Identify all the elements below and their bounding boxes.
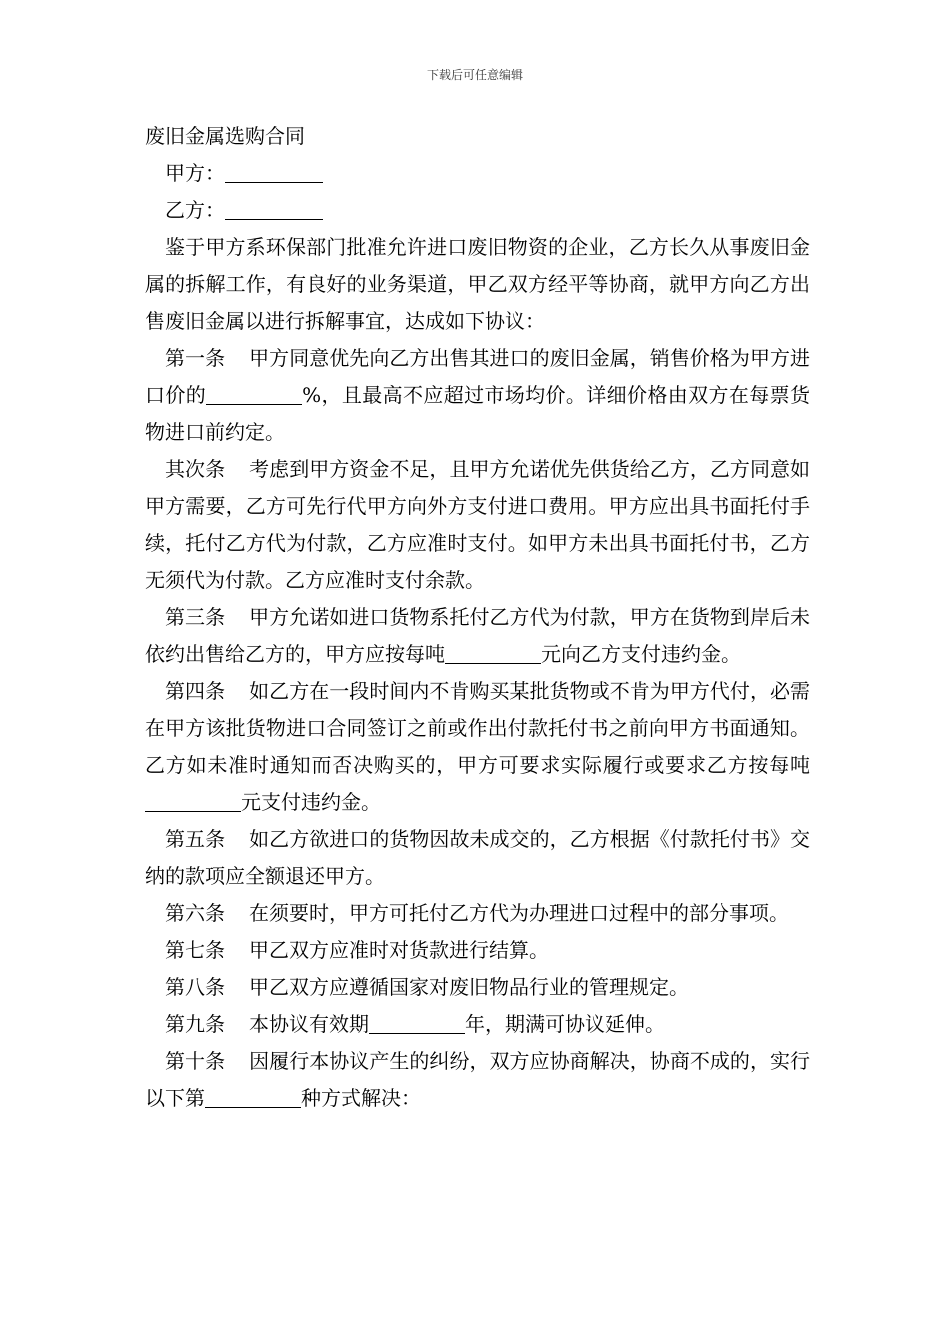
article-6	[145, 895, 810, 932]
party-b-label: 乙方：	[165, 198, 225, 222]
article-label: 第十条	[165, 1049, 226, 1073]
article-text: 考虑到甲方资金不足，且甲方允诺优先供货给乙方，乙方同意如甲方需要，乙方可先行代甲方向外方支付进口费用。甲方应出具书面托付手续，托付乙方代为付款，乙方应准时支付。如甲方未出具书面托付书，乙方无须代为付款。乙方应准时支付余款。	[145, 457, 811, 592]
party-b-blank[interactable]	[225, 197, 323, 220]
article-label: 第六条	[165, 901, 225, 925]
article-label: 第八条	[165, 975, 225, 999]
article-8	[145, 969, 810, 1006]
article-label: 第七条	[165, 938, 225, 962]
article-3	[145, 599, 810, 673]
page-header: 下载后可任意编辑	[426, 68, 523, 82]
article-text: 如乙方在一段时间内不肯购买某批货物或不肯为甲方代付，必需在甲方该批货物进口合同签订之前或作出付款托付书之前向甲方书面通知。乙方如未准时通知而否决购买的，甲方可要求实际履行或要求乙方按每吨	[145, 679, 811, 777]
article-1	[145, 340, 810, 451]
contract-body	[145, 118, 810, 1117]
article-text: 元向乙方支付违约金。	[541, 642, 741, 666]
party-a-line	[145, 155, 810, 192]
penalty-per-ton-blank[interactable]	[445, 641, 541, 664]
preamble: 鉴于甲方系环保部门批准允许进口废旧物资的企业，乙方长久从事废旧金属的拆解工作，有良好的业务渠道，甲乙双方经平等协商，就甲方向乙方出售废旧金属以进行拆解事宜，达成如下协议：	[145, 235, 810, 333]
article-label: 其次条	[165, 457, 226, 481]
validity-years-blank[interactable]	[369, 1011, 465, 1034]
document-title: 废旧金属选购合同	[145, 124, 305, 148]
article-label: 第一条	[165, 346, 226, 370]
article-2	[145, 451, 810, 599]
price-percent-blank[interactable]	[206, 382, 302, 405]
penalty-per-ton-blank-2[interactable]	[145, 789, 241, 812]
article-label: 第三条	[165, 605, 226, 629]
article-9	[145, 1006, 810, 1043]
article-text: 年，期满可协议延伸。	[465, 1012, 665, 1036]
article-10	[145, 1043, 810, 1117]
article-text: 本协议有效期	[249, 1012, 369, 1036]
article-7	[145, 932, 810, 969]
dispute-method-blank[interactable]	[205, 1085, 301, 1108]
article-label: 第五条	[165, 827, 226, 851]
party-b-line	[145, 192, 810, 229]
party-a-blank[interactable]	[225, 160, 323, 183]
article-label: 第九条	[165, 1012, 225, 1036]
article-5	[145, 821, 810, 895]
article-text: 因履行本协议产生的纠纷，双方应协商解决，协商不成的，实行以下第	[145, 1049, 811, 1110]
article-text: 甲乙双方应遵循国家对废旧物品行业的管理规定。	[249, 975, 689, 999]
article-text: 如乙方欲进口的货物因故未成交的，乙方根据《付款托付书》交纳的款项应全额退还甲方。	[145, 827, 811, 888]
party-a-label: 甲方：	[165, 161, 225, 185]
article-text: %，且最高不应超过市场均价。详细价格由双方在每票货物进口前约定。	[145, 383, 810, 444]
article-4	[145, 673, 810, 821]
article-text: 种方式解决：	[301, 1086, 421, 1110]
article-text: 甲方允诺如进口货物系托付乙方代为付款，甲方在货物到岸后未依约出售给乙方的，甲方应按每吨	[145, 605, 811, 666]
article-text: 甲方同意优先向乙方出售其进口的废旧金属，销售价格为甲方进口价的	[145, 346, 811, 407]
article-text: 元支付违约金。	[241, 790, 381, 814]
article-label: 第四条	[165, 679, 226, 703]
article-text: 在须要时，甲方可托付乙方代为办理进口过程中的部分事项。	[249, 901, 789, 925]
article-text: 甲乙双方应准时对货款进行结算。	[249, 938, 549, 962]
